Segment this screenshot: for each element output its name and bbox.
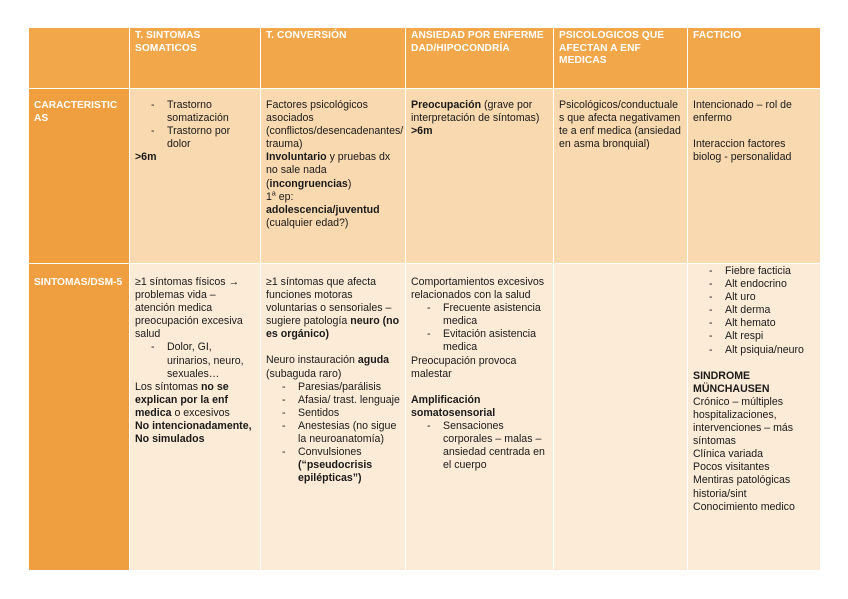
cell-ansiedad-caracteristicas: Preocupación (grave por interpretación de síntomas) >6m [406,89,554,264]
list-item: - Paresias/parálisis [298,381,400,394]
list-item: - Alt respi [725,330,815,343]
list-item: - Frecuente asistencia medica [443,302,548,328]
list-item: - Alt uro [725,291,815,304]
munchausen-title: SINDROME MÜNCHAUSEN [693,369,770,395]
row-label-caracteristicas: CARACTERISTICAS [29,89,130,264]
row-sintomas [29,264,821,571]
conversion-symptom-list [266,381,400,460]
list-item: - Alt derma [725,304,815,317]
list-item: - Fiebre facticia [725,265,815,278]
ansiedad-amplification-list [411,420,548,472]
cell-somaticos-sintomas: ≥1 síntomas físicos → problemas vida – atención medica preocupación excesiva salud - Dolor, GI, urinarios, neuro, sexuales… Los síntomas no se explican por la enf medica o excesivos No intencionadamente, No simulados [130,264,261,571]
header-conversion: T. CONVERSIÓN [261,28,406,89]
row-caracteristicas [29,89,821,264]
list-item: - Evitación asistencia medica [443,328,548,354]
cell-facticio-caracteristicas: Intencionado – rol de enfermo Interaccion factores biolog - personalidad [688,89,821,264]
header-facticio: FACTICIO [688,28,821,89]
header-corner [29,28,130,89]
duration-text: >6m [135,151,157,164]
cell-conversion-sintomas: ≥1 síntomas que afecta funciones motoras voluntarias o sensoriales – sugiere patología neuro (no es orgánico) Neuro instauración aguda (subaguda raro) - Paresias/parálisis - Afasia/ trast. lenguaje - Sentidos - Anestesias (no sigue la neuroanatomía) - Convulsiones (“pseudocrisis epilépticas”) [261,264,406,571]
header-psicologicos: PSICOLOGICOS QUE AFECTAN A ENF MEDICAS [554,28,688,89]
somaticos-symptom-list [135,341,255,380]
list-item: - Trastorno somatización [167,99,255,125]
cell-facticio-sintomas: - Fiebre facticia - Alt endocrino - Alt uro - Alt derma - Alt hemato - Alt respi - Alt psiquia/neuro SINDROME MÜNCHAUSEN Crónico – múltiples hospitalizaciones, intervenciones – más síntomas Clínica variada Pocos visitantes Mentiras patológicas historia/sint Conocimiento medico [688,264,821,571]
list-item: - Afasia/ trast. lenguaje [298,394,400,407]
ansiedad-behaviour-list [411,302,548,354]
comparison-table [28,27,821,571]
cell-conversion-caracteristicas: Factores psicológicos asociados (conflictos/desencadenantes/ trauma) Involuntario y pruebas dx no sale nada (incongruencias) 1$^a$ ep: adolescencia/juventud (cualquier edad?) [261,89,406,264]
cell-psicologicos-sintomas [554,264,688,571]
header-ansiedad-enfermedad: ANSIEDAD POR ENFERMEDAD/HIPOCONDRÍA [406,28,554,89]
cell-somaticos-caracteristicas [130,89,261,264]
list-item: - Alt psiquia/neuro [725,344,815,357]
text-block: Factores psicológicos asociados (conflictos/desencadenantes/ trauma) [266,99,404,151]
list-item: - Alt endocrino [725,278,815,291]
list-item: - Dolor, GI, urinarios, neuro, sexuales… [167,341,255,380]
header-row [29,28,821,89]
list-item: - Sentidos [298,407,400,420]
list-item: - Sensaciones corporales – malas – ansiedad centrada en el cuerpo [443,420,548,472]
cell-ansiedad-sintomas: Comportamientos excesivos relacionados con la salud - Frecuente asistencia medica - Evitación asistencia medica Preocupación provoca malestar Amplificación somatosensorial - Sensaciones corporales – malas – ansiedad centrada en el cuerpo [406,264,554,571]
facticio-alteration-list [693,265,815,357]
row-label-sintomas: SINTOMAS/DSM-5 [29,264,130,571]
list-item: - Convulsiones [298,446,400,459]
list-item: - Trastorno por dolor [167,125,255,151]
list-item: - Anestesias (no sigue la neuroanatomía) [298,420,400,446]
somaticos-type-list [135,99,255,151]
page [28,27,820,571]
cell-psicologicos-caracteristicas: Psicológicos/conductuales que afecta negativamente a enf medica (ansiedad en asma bronquial) [554,89,688,264]
list-item: - Alt hemato [725,317,815,330]
header-sintomas-somaticos: T. SINTOMAS SOMATICOS [130,28,261,89]
